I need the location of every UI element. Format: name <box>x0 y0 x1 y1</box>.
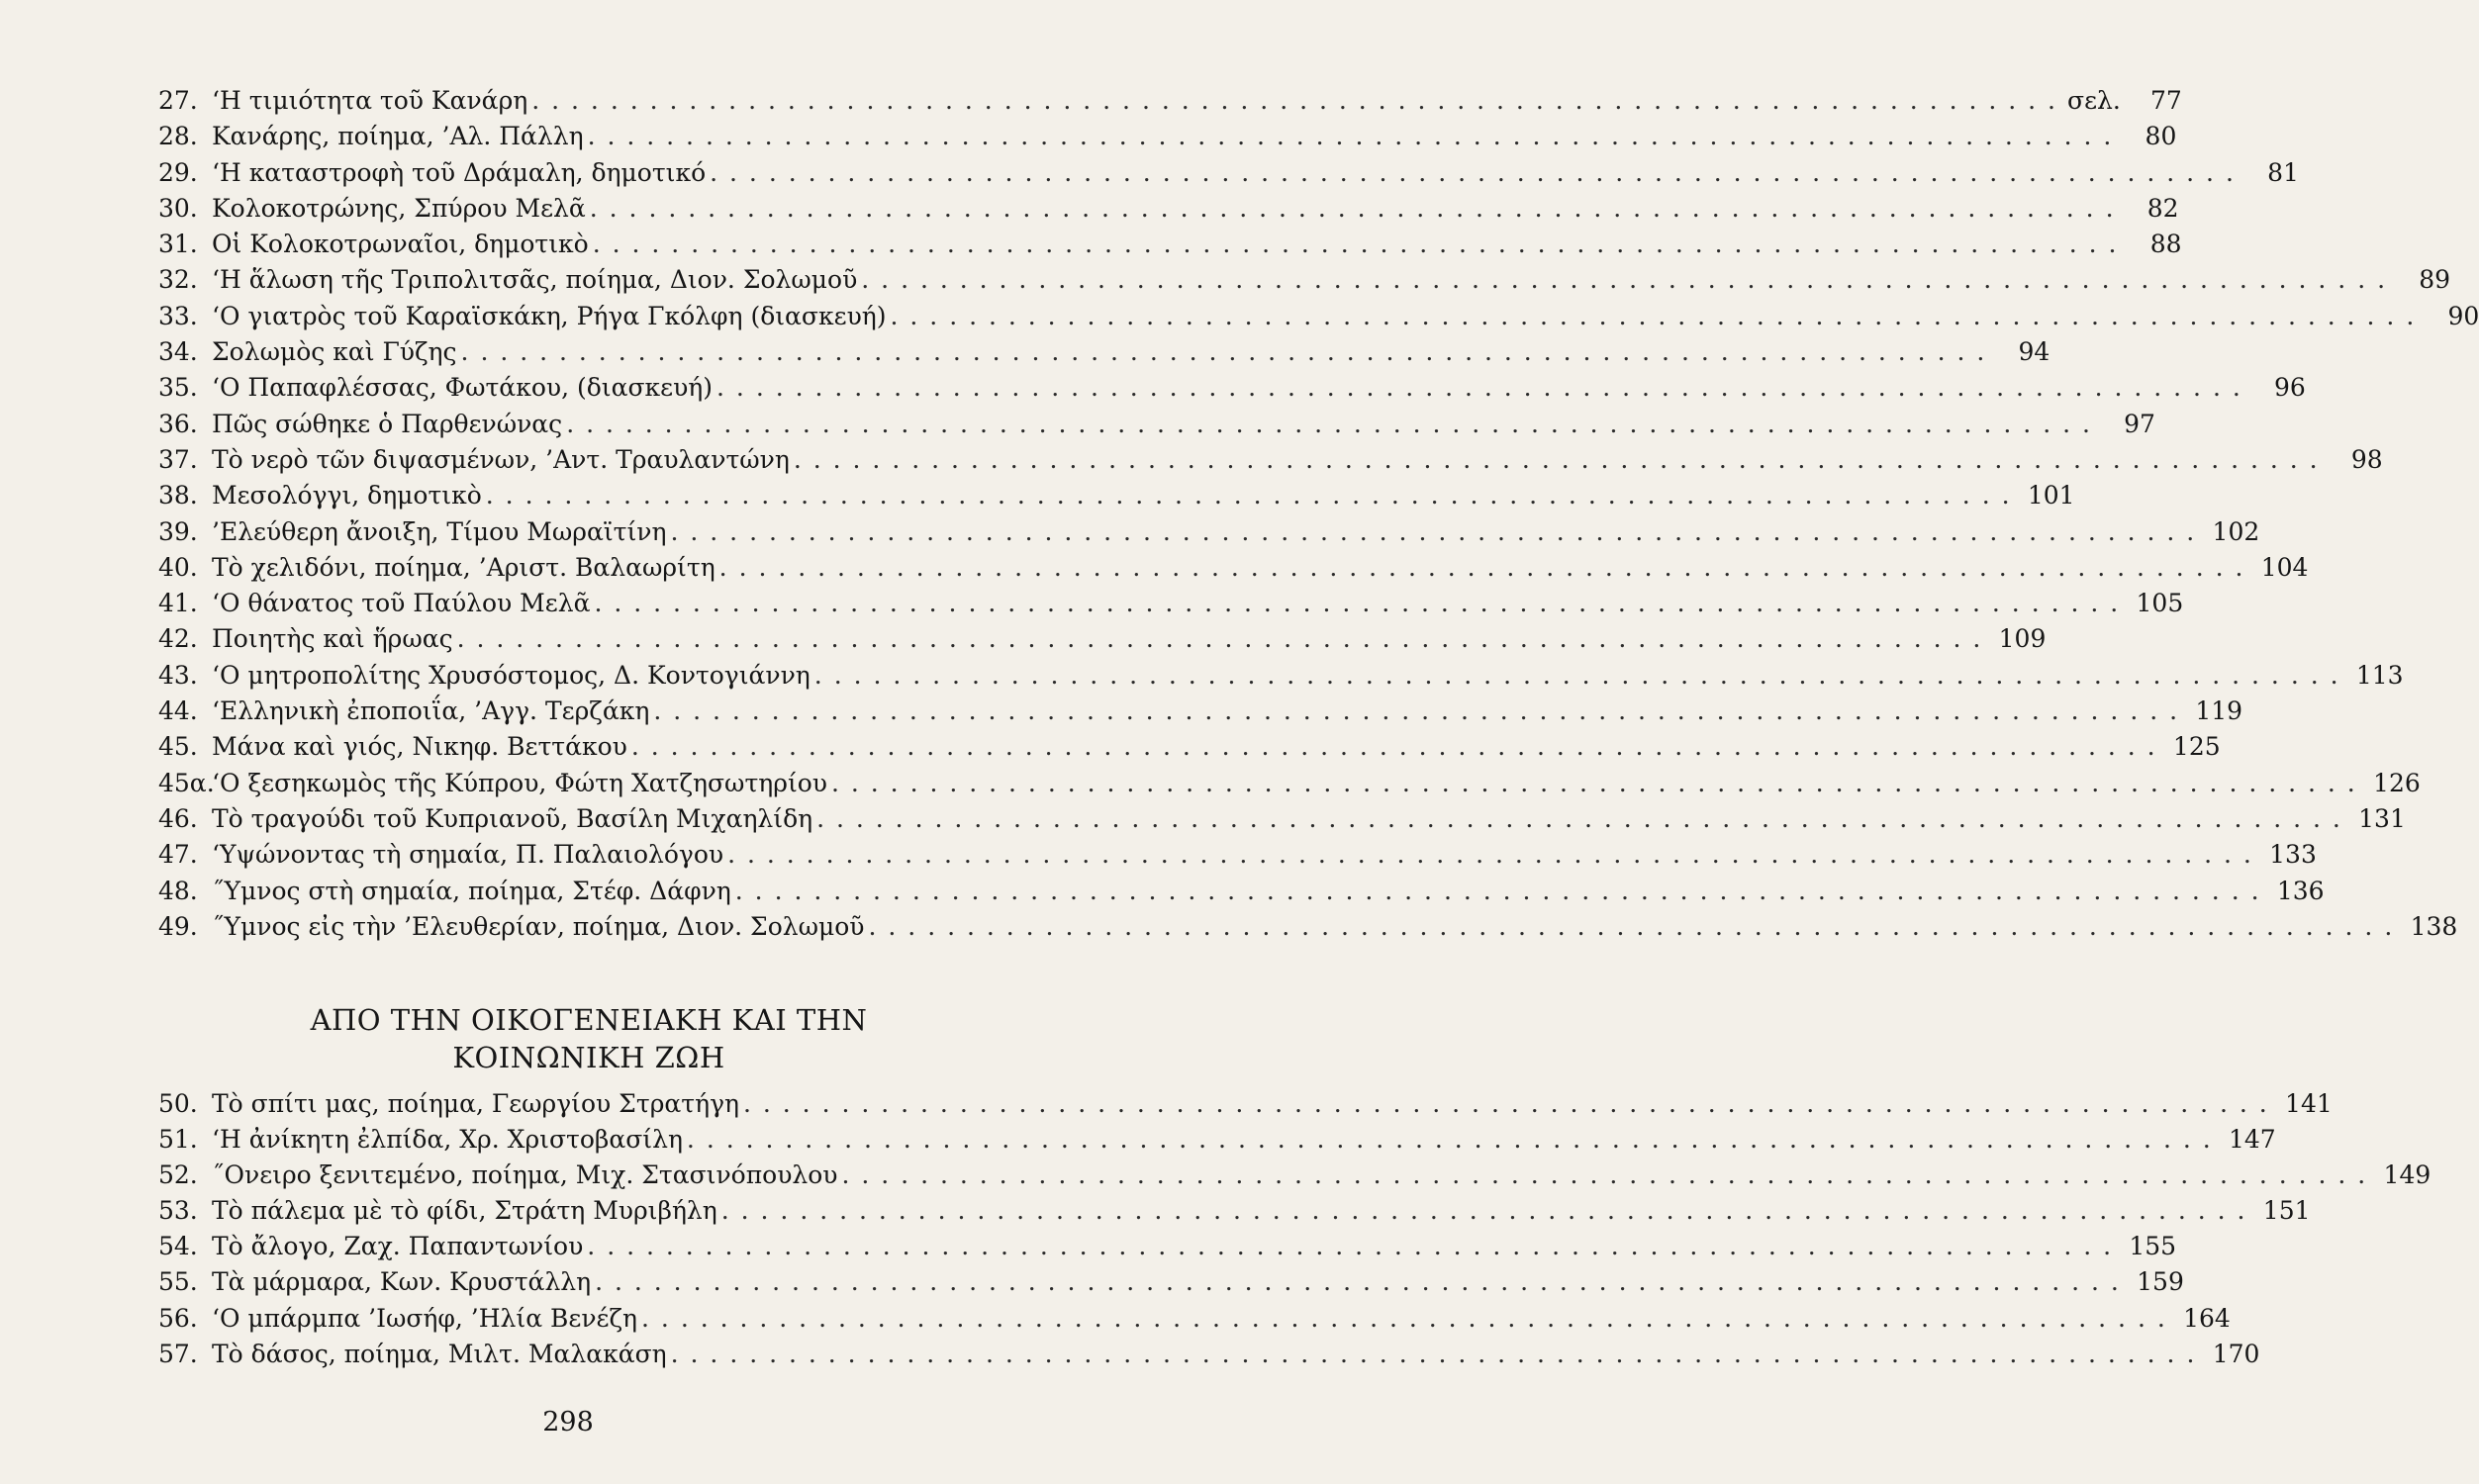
toc-entry <box>158 1301 2231 1337</box>
entry-title: Κανάρης, ποίημα, ’Αλ. Πάλλη <box>212 122 584 151</box>
entry-page: 149 <box>2383 1160 2431 1190</box>
entry-page: 90 <box>2447 301 2479 330</box>
entry-title: Ποιητὴς καὶ ἥρωας <box>212 624 453 654</box>
entry-number: 44. <box>158 696 198 726</box>
entry-title: Μεσολόγγι, δημοτικὸ <box>212 481 482 510</box>
entry-number: 33. <box>158 301 198 330</box>
entry-number: 46. <box>158 803 198 833</box>
toc-entry <box>158 909 2458 945</box>
entry-number: 35. <box>158 373 198 403</box>
toc-entry <box>158 227 2182 262</box>
toc-entry <box>158 514 2260 550</box>
dot-leader <box>671 1337 2197 1372</box>
entry-number: 50. <box>158 1089 198 1118</box>
entry-number: 32. <box>158 265 198 295</box>
entry-page: 98 <box>2350 444 2383 474</box>
dot-leader <box>794 442 2320 478</box>
dot-leader <box>641 1301 2167 1337</box>
entry-number: 39. <box>158 516 198 546</box>
toc-entry <box>158 586 2184 621</box>
dot-leader <box>687 1122 2213 1158</box>
entry-title: ‘Ο θάνατος τοῦ Παύλου Μελᾶ <box>212 589 591 618</box>
toc-entry <box>158 694 2243 729</box>
page-number: 298 <box>542 1407 594 1438</box>
entry-number: 36. <box>158 409 198 438</box>
toc-entry <box>158 299 2479 334</box>
entry-title: ‘Ο Παπαφλέσσας, Φωτάκου, (διασκευή) <box>212 373 714 403</box>
entry-title: Τὸ δάσος, ποίημα, Μιλτ. Μαλακάση <box>212 1339 667 1368</box>
entry-number: 41. <box>158 589 198 618</box>
entry-number: 40. <box>158 552 198 582</box>
entry-title: ˝Υμνος εἰς τὴν ’Ελευθερίαν, ποίημα, Διον. Σολωμοῦ <box>212 911 865 941</box>
entry-title: Κολοκοτρώνης, Σπύρου Μελᾶ <box>212 193 586 223</box>
entry-page: 119 <box>2195 696 2243 726</box>
entry-title: Τὸ ἄλογο, Ζαχ. Παπαντωνίου <box>212 1232 584 1261</box>
toc-entry <box>158 442 2383 478</box>
entry-title: Οἱ Κολοκοτρωναῖοι, δημοτικὸ <box>212 230 589 259</box>
entry-page: 105 <box>2136 589 2184 618</box>
toc-entry <box>158 658 2404 694</box>
toc-entry <box>158 729 2221 765</box>
dot-leader <box>587 1229 2113 1264</box>
toc-entry <box>158 1158 2431 1193</box>
entry-title: ‘Ελληνικὴ ἐποποιΐα, ’Αγγ. Τερζάκη <box>212 696 650 726</box>
entry-title: Τὸ σπίτι μας, ποίημα, Γεωργίου Στρατήγη <box>212 1089 739 1118</box>
entry-page: 113 <box>2355 660 2404 690</box>
entry-title: Τὸ πάλεμα μὲ τὸ φίδι, Στράτη Μυριβήλη <box>212 1196 717 1226</box>
entry-title: Μάνα καὶ γιός, Νικηφ. Βεττάκου <box>212 732 627 762</box>
entry-title: ‘Η ἀνίκητη ἐλπίδα, Χρ. Χριστοβασίλη <box>212 1125 683 1155</box>
entry-page: 133 <box>2269 840 2317 870</box>
dot-leader <box>457 621 1983 657</box>
entry-number: 53. <box>158 1196 198 1226</box>
entry-number: 38. <box>158 481 198 510</box>
entry-number: 49. <box>158 911 198 941</box>
table-of-contents-part-1 <box>158 83 2479 945</box>
toc-entry <box>158 1229 2177 1264</box>
toc-entry <box>158 83 2182 119</box>
dot-leader <box>842 1158 2368 1193</box>
entry-page: 96 <box>2273 373 2306 403</box>
entry-page: 159 <box>2137 1267 2184 1297</box>
dot-leader <box>588 119 2114 154</box>
toc-entry <box>158 1193 2311 1229</box>
section-heading-line-1: ΑΠΟ ΤΗΝ ΟΙΚΟΓΕΝΕΙΑΚΗ ΚΑΙ ΤΗΝ <box>310 1003 868 1037</box>
dot-leader <box>816 801 2342 837</box>
dot-leader <box>814 658 2340 694</box>
entry-title: ˝Υμνος στὴ σημαία, ποίημα, Στέφ. Δάφνη <box>212 876 731 905</box>
entry-page: 131 <box>2358 803 2406 833</box>
section-heading-line-2: ΚΟΙΝΩΝΙΚΗ ΖΩΗ <box>452 1041 725 1074</box>
entry-number: 52. <box>158 1160 198 1190</box>
toc-entry <box>158 478 2075 513</box>
toc-entry <box>158 837 2317 873</box>
entry-page: 141 <box>2285 1089 2333 1118</box>
dot-leader <box>716 370 2242 406</box>
toc-entry <box>158 1122 2276 1158</box>
entry-title: ‘Ο μητροπολίτης Χρυσόστομος, Δ. Κοντογιάννη <box>212 660 810 690</box>
dot-leader <box>461 334 1987 370</box>
entry-number: 45α. <box>158 768 215 797</box>
entry-number: 51. <box>158 1125 198 1155</box>
entry-title: ‘Ο ξεσηκωμὸς τῆς Κύπρου, Φώτη Χατζησωτηρίου <box>212 768 827 797</box>
table-of-contents-part-2 <box>158 1086 2431 1372</box>
entry-number: 48. <box>158 876 198 905</box>
toc-entry <box>158 262 2451 298</box>
toc-entry <box>158 119 2177 154</box>
entry-page: 104 <box>2260 552 2309 582</box>
entry-title: Τὸ τραγούδι τοῦ Κυπριανοῦ, Βασίλη Μιχαηλίδη <box>212 803 813 833</box>
entry-title: ’Ελεύθερη ἄνοιξη, Τίμου Μωραϊτίνη <box>212 516 667 546</box>
entry-number: 28. <box>158 122 198 151</box>
dot-leader <box>590 191 2116 227</box>
entry-page: 109 <box>1998 624 2047 654</box>
dot-leader <box>727 837 2253 873</box>
section-heading <box>158 1001 1019 1076</box>
entry-page: 151 <box>2262 1196 2311 1226</box>
entry-page: 102 <box>2212 516 2260 546</box>
entry-title: ˝Ονειρο ξενιτεμένο, ποίημα, Μιχ. Στασινόπουλου <box>212 1160 838 1190</box>
entry-page: 125 <box>2172 732 2221 762</box>
entry-title: ‘Ο γιατρὸς τοῦ Καραϊσκάκη, Ρήγα Γκόλφη (διασκευή) <box>212 301 887 330</box>
entry-page: 80 <box>2145 122 2177 151</box>
dot-leader <box>869 909 2395 945</box>
dot-leader <box>531 83 2057 119</box>
entry-number: 27. <box>158 86 198 115</box>
entry-number: 57. <box>158 1339 198 1368</box>
toc-entry <box>158 1337 2260 1372</box>
toc-entry <box>158 1264 2184 1300</box>
entry-number: 30. <box>158 193 198 223</box>
dot-leader <box>861 262 2387 298</box>
entry-page: 138 <box>2410 911 2458 941</box>
entry-page: 97 <box>2124 409 2155 438</box>
dot-leader <box>719 550 2245 586</box>
entry-page: 77 <box>2150 86 2182 115</box>
toc-entry <box>158 874 2325 909</box>
entry-title: ‘Η τιμιότητα τοῦ Κανάρη <box>212 86 528 115</box>
dot-leader <box>566 407 2092 442</box>
entry-number: 43. <box>158 660 198 690</box>
entry-title: ‘Η καταστροφὴ τοῦ Δράμαλη, δημοτικό <box>212 157 707 187</box>
entry-title: Πῶς σώθηκε ὁ Παρθενώνας <box>212 409 563 438</box>
dot-leader <box>735 874 2261 909</box>
dot-leader <box>486 478 2012 513</box>
entry-title: ‘Υψώνοντας τὴ σημαία, Π. Παλαιολόγου <box>212 840 724 870</box>
entry-number: 54. <box>158 1232 198 1261</box>
entry-title: Τὸ χελιδόνι, ποίημα, ’Αριστ. Βαλαωρίτη <box>212 552 715 582</box>
entry-page: 126 <box>2373 768 2421 797</box>
toc-entry <box>158 407 2155 442</box>
dot-leader <box>595 1264 2121 1300</box>
toc-entry <box>158 550 2309 586</box>
entry-page: 147 <box>2228 1125 2276 1155</box>
entry-number: 45. <box>158 732 198 762</box>
toc-entry <box>158 191 2179 227</box>
dot-leader <box>631 729 2157 765</box>
dot-leader <box>653 694 2179 729</box>
entry-page: 101 <box>2027 481 2075 510</box>
entry-page: 94 <box>2018 337 2050 367</box>
entry-number: 42. <box>158 624 198 654</box>
toc-entry <box>158 370 2306 406</box>
page-prefix: σελ. <box>2067 86 2121 115</box>
entry-title: Σολωμὸς καὶ Γύζης <box>212 337 457 367</box>
entry-page: 155 <box>2129 1232 2177 1261</box>
entry-number: 37. <box>158 444 198 474</box>
entry-number: 55. <box>158 1267 198 1297</box>
dot-leader <box>721 1193 2247 1229</box>
entry-page: 164 <box>2183 1303 2231 1333</box>
dot-leader <box>831 766 2357 801</box>
toc-entry <box>158 621 2047 657</box>
entry-page: 81 <box>2267 157 2299 187</box>
toc-entry <box>158 1086 2333 1122</box>
entry-number: 56. <box>158 1303 198 1333</box>
dot-leader <box>891 299 2417 334</box>
entry-number: 47. <box>158 840 198 870</box>
entry-number: 29. <box>158 157 198 187</box>
dot-leader <box>671 514 2197 550</box>
toc-entry <box>158 155 2299 191</box>
toc-entry <box>158 334 2050 370</box>
toc-entry <box>158 766 2421 801</box>
toc-entry <box>158 801 2406 837</box>
entry-title: Τὸ νερὸ τῶν διψασμένων, ’Αντ. Τραυλαντώνη <box>212 444 790 474</box>
entry-page: 88 <box>2149 230 2182 259</box>
dot-leader <box>743 1086 2269 1122</box>
entry-page: 170 <box>2212 1339 2260 1368</box>
entry-page: 89 <box>2419 265 2451 295</box>
entry-page: 82 <box>2146 193 2179 223</box>
dot-leader <box>593 227 2119 262</box>
dot-leader <box>594 586 2120 621</box>
entry-title: ‘Η ἅλωση τῆς Τριπολιτσᾶς, ποίημα, Διον. Σολωμοῦ <box>212 265 858 295</box>
entry-number: 31. <box>158 230 198 259</box>
entry-title: Τὰ μάρμαρα, Κων. Κρυστάλλη <box>212 1267 592 1297</box>
dot-leader <box>710 155 2236 191</box>
entry-title: ‘Ο μπάρμπα ’Ιωσήφ, ’Ηλία Βενέζη <box>212 1303 638 1333</box>
entry-number: 34. <box>158 337 198 367</box>
entry-page: 136 <box>2276 876 2325 905</box>
